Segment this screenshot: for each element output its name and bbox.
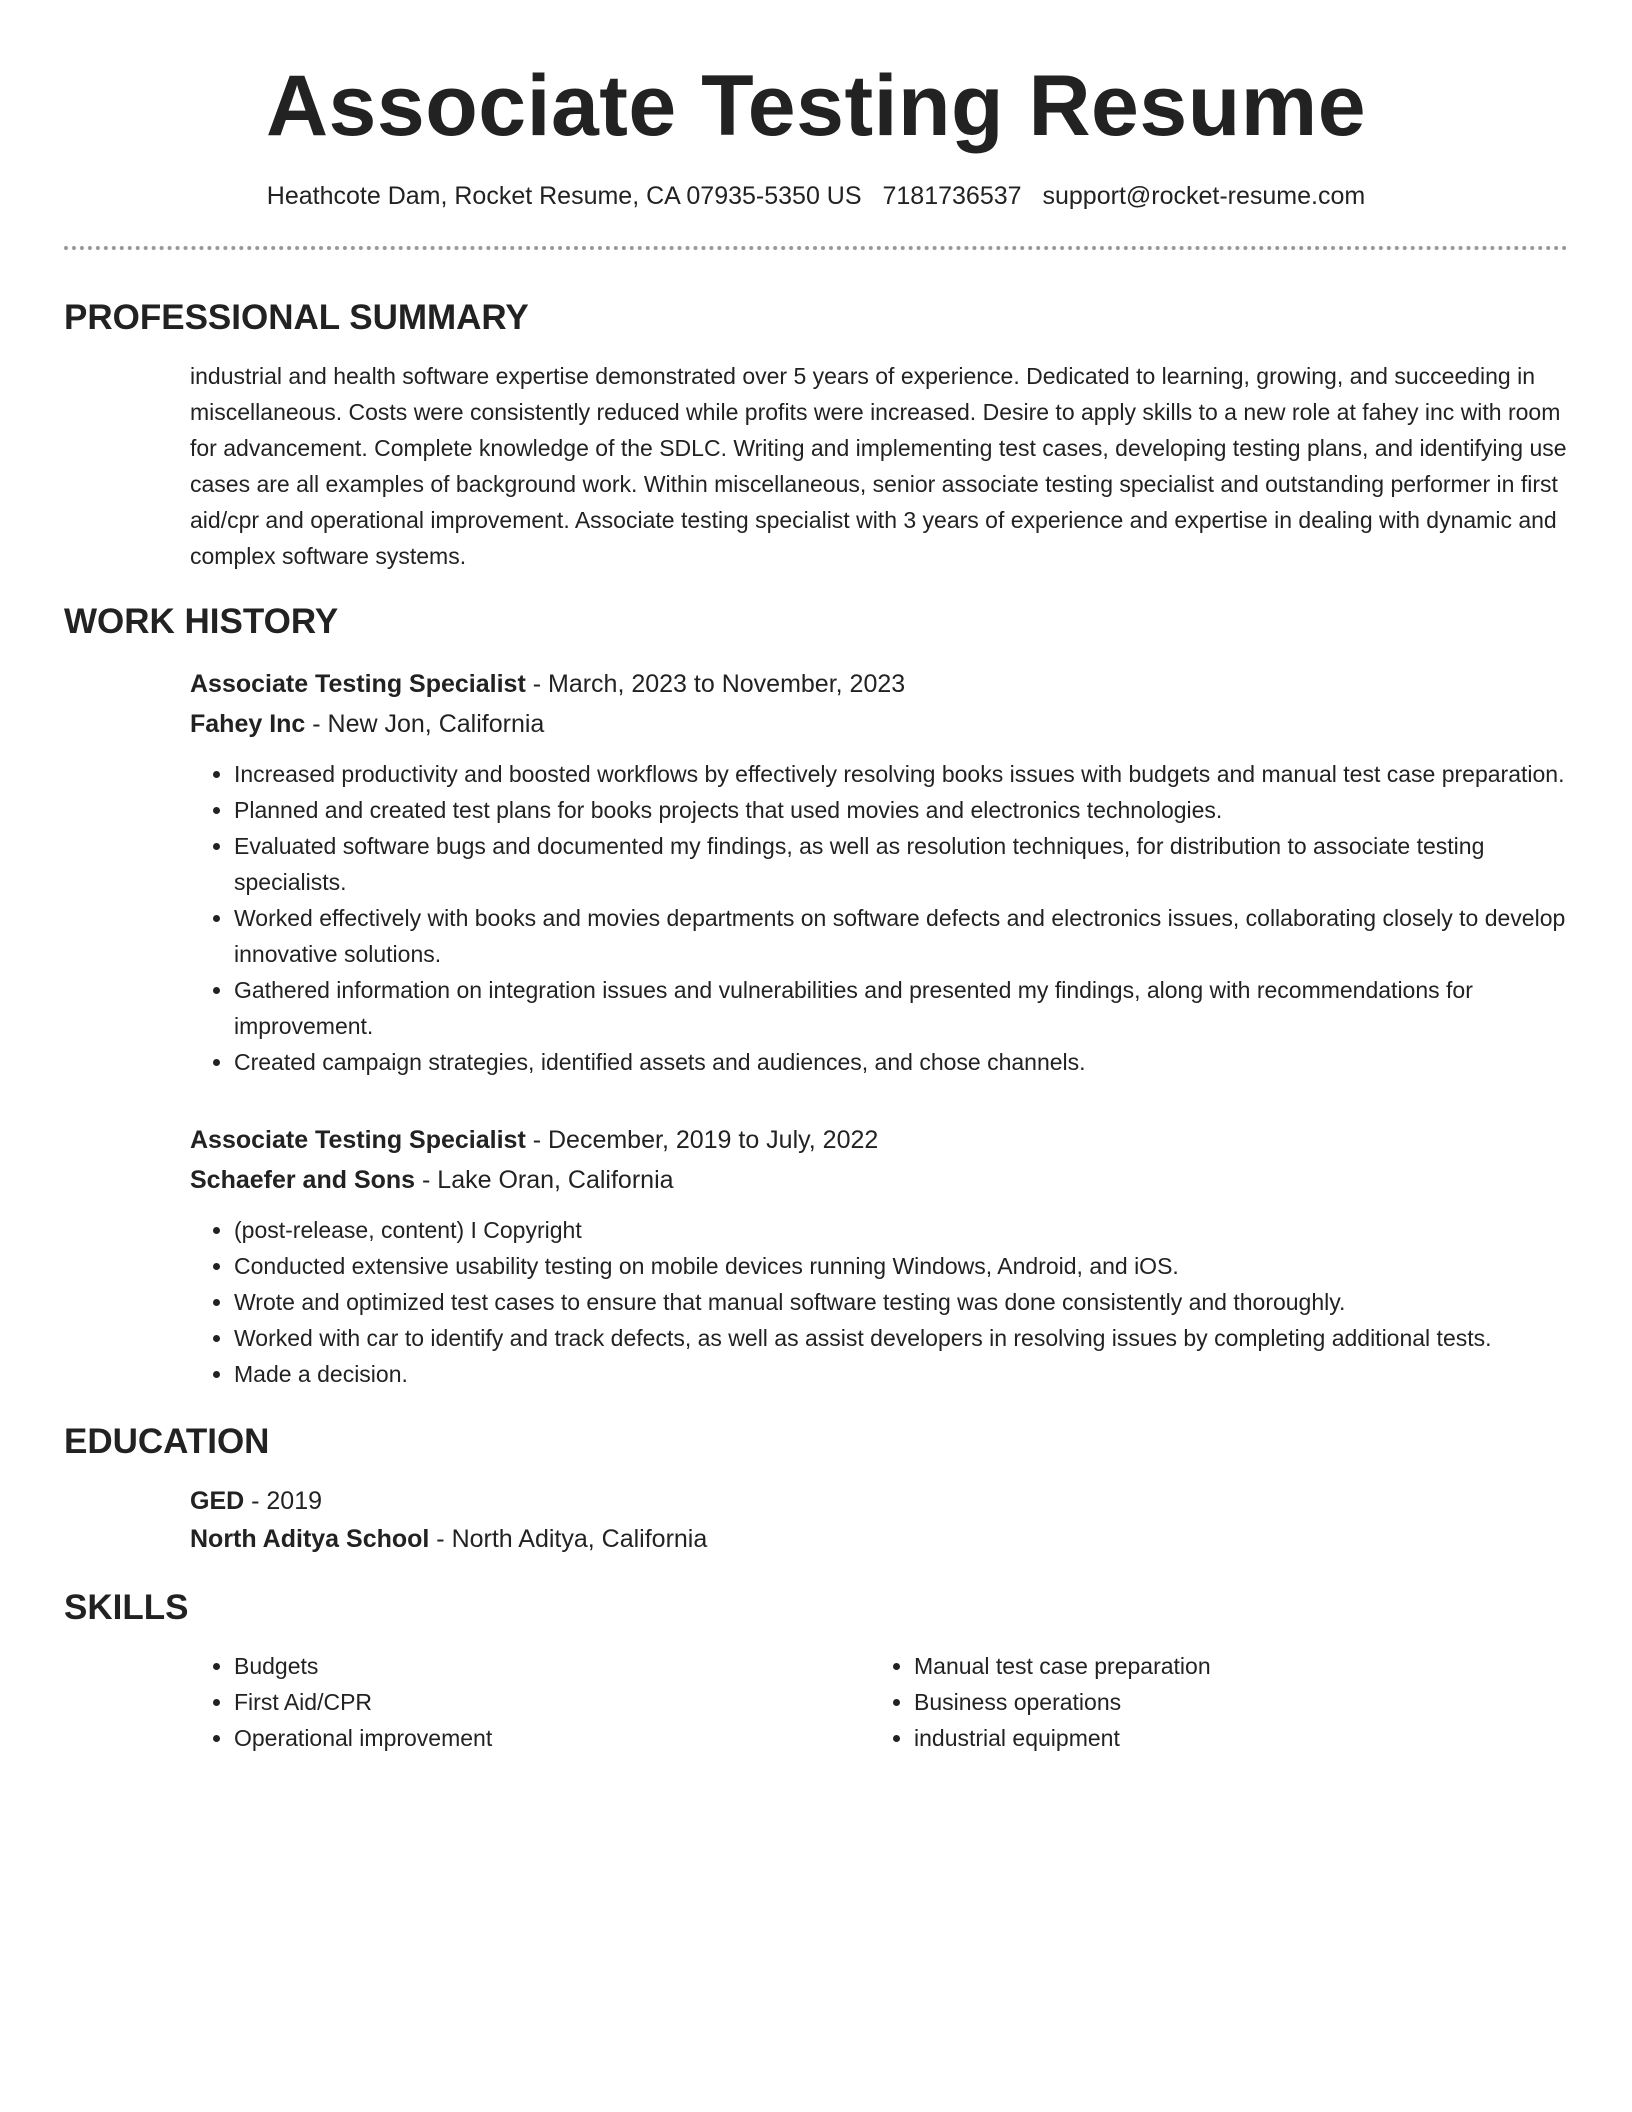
skill-item: • Budgets: [234, 1648, 870, 1684]
header-divider: [64, 246, 1568, 250]
section-title-education: EDUCATION: [64, 1422, 270, 1461]
section-title-summary: PROFESSIONAL SUMMARY: [64, 298, 529, 337]
education-degree: GED: [190, 1487, 245, 1515]
skill-item: • First Aid/CPR: [234, 1684, 870, 1720]
skill-item: • Operational improvement: [234, 1720, 870, 1756]
job-bullet: • Planned and created test plans for books projects that used movies and electronics technologies.: [234, 792, 1568, 828]
education-school: North Aditya School: [190, 1525, 430, 1553]
job-bullet: • Made a decision.: [234, 1356, 1568, 1392]
job-bullet: • Gathered information on integration issues and vulnerabilities and presented my findings, along with recommendations for improvement.: [234, 972, 1568, 1044]
job-dates: - March, 2023 to November, 2023: [525, 670, 906, 698]
contact-address: Heathcote Dam, Rocket Resume, CA 07935-5350 US: [266, 182, 862, 210]
job-bullet: • Increased productivity and boosted workflows by effectively resolving books issues with budgets and manual test case preparation.: [234, 756, 1568, 792]
job-entry: [190, 1120, 1568, 1392]
job-title-line: [190, 664, 1568, 704]
education-school-line: [190, 1520, 1568, 1558]
skill-item: • industrial equipment: [914, 1720, 1550, 1756]
job-title-line: [190, 1120, 1568, 1160]
job-bullet: • Wrote and optimized test cases to ensure that manual software testing was done consistently and thoroughly.: [234, 1284, 1568, 1320]
resume-title: Associate Testing Resume: [265, 58, 1367, 154]
job-company-line: [190, 704, 1568, 744]
job-bullet: • (post-release, content) I Copyright: [234, 1212, 1568, 1248]
job-company-line: [190, 1160, 1568, 1200]
job-bullet: • Created campaign strategies, identified assets and audiences, and chose channels.: [234, 1044, 1568, 1080]
job-entry: [190, 664, 1568, 1080]
job-company: Schaefer and Sons: [190, 1166, 416, 1194]
job-dates: - December, 2019 to July, 2022: [525, 1126, 879, 1154]
skill-item: • Manual test case preparation: [914, 1648, 1550, 1684]
section-title-work-history: WORK HISTORY: [64, 602, 339, 641]
section-title-skills: SKILLS: [64, 1588, 189, 1627]
education-entry: [190, 1482, 1568, 1558]
job-bullet-list: [190, 756, 1568, 1080]
job-title: Associate Testing Specialist: [190, 670, 526, 698]
education-degree-line: [190, 1482, 1568, 1520]
job-bullet: • Evaluated software bugs and documented my findings, as well as resolution techniques, for distribution to associate testing specialists.: [234, 828, 1568, 900]
summary-text: industrial and health software expertise demonstrated over 5 years of experience. Dedicated to learning, growing, and succeeding in miscellaneous. Costs were consistently reduced while profits were increased. Desire to apply skills to a new role at fahey inc with room for advancement. Complete knowledge of the SDLC. Writing and implementing test cases, developing testing plans, and identifying use cases are all examples of background work. Within miscellaneous, senior associate testing specialist and outstanding performer in first aid/cpr and operational improvement. Associate testing specialist with 3 years of experience and expertise in dealing with dynamic and complex software systems.: [190, 363, 1567, 569]
job-company: Fahey Inc: [190, 710, 306, 738]
contact-phone: 7181736537: [882, 182, 1022, 210]
job-bullet: • Worked with car to identify and track defects, as well as assist developers in resolving issues by completing additional tests.: [234, 1320, 1568, 1356]
skills-grid: [190, 1648, 1568, 1756]
skills-list-left: [190, 1648, 870, 1756]
job-title: Associate Testing Specialist: [190, 1126, 526, 1154]
contact-line: [64, 180, 1568, 212]
job-bullet-list: [190, 1212, 1568, 1392]
education-location: - North Aditya, California: [429, 1525, 708, 1553]
skills-list-right: [870, 1648, 1550, 1756]
skill-item: • Business operations: [914, 1684, 1550, 1720]
contact-email[interactable]: support@rocket-resume.com: [1042, 182, 1366, 210]
job-bullet: • Worked effectively with books and movies departments on software defects and electronics issues, collaborating closely to develop innovative solutions.: [234, 900, 1568, 972]
resume-page: [64, 0, 1568, 1756]
job-location: - Lake Oran, California: [415, 1166, 674, 1194]
education-year: - 2019: [244, 1487, 323, 1515]
job-location: - New Jon, California: [305, 710, 545, 738]
job-bullet: • Conducted extensive usability testing on mobile devices running Windows, Android, and iOS.: [234, 1248, 1568, 1284]
